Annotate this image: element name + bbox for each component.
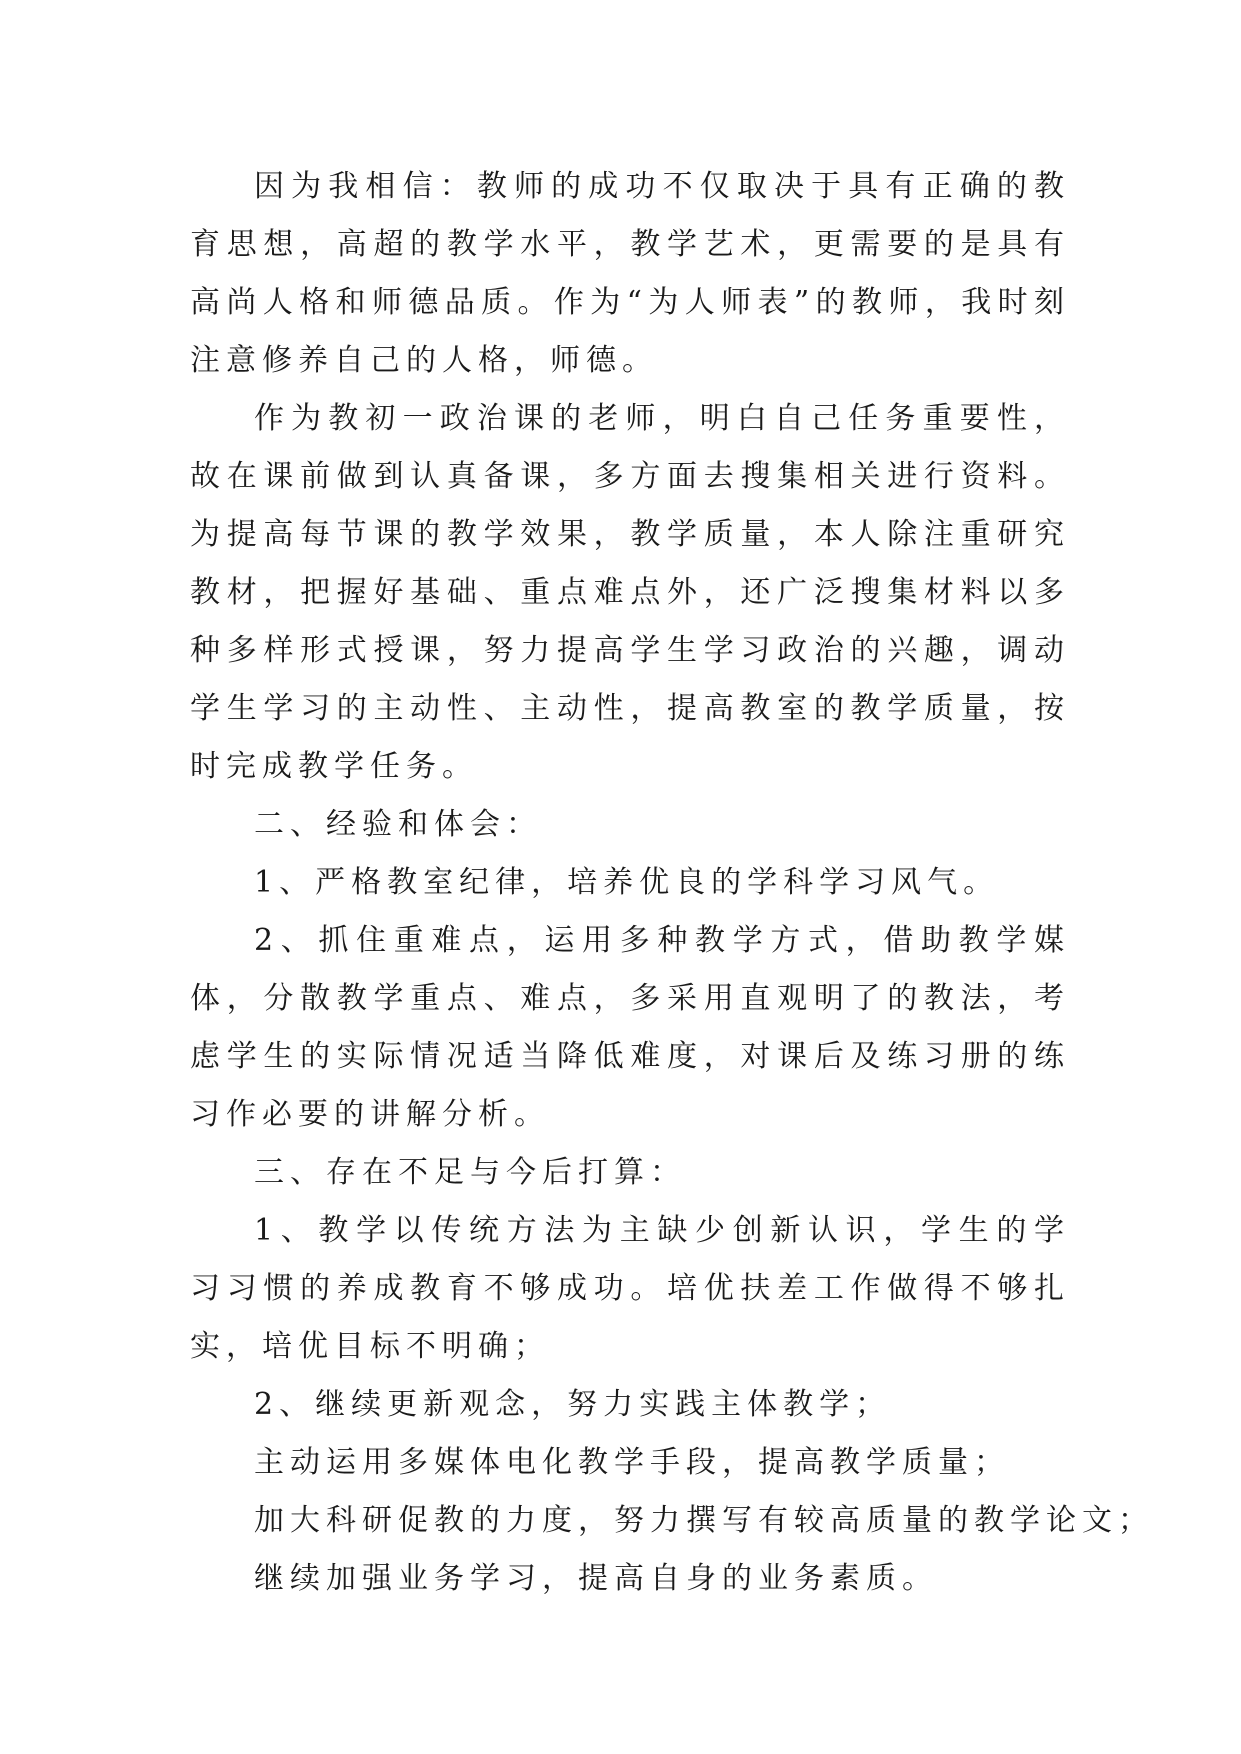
plan-line-study: 继续加强业务学习，提高自身的业务素质。 xyxy=(254,1561,938,1596)
shortcoming-item-1: 1、教学以传统方法为主缺少创新认识，学生的学习习惯的养成教育不够成功。培优扶差工作做得不够扎实，培优目标不明确； xyxy=(190,1213,1070,1364)
heading-experience: 二、经验和体会： xyxy=(254,807,542,842)
experience-item-2: 2、抓住重难点，运用多种教学方式，借助教学媒体，分散教学重点、难点，多采用直观明了的教法，考虑学生的实际情况适当降低难度，对课后及练习册的练习作必要的讲解分析。 xyxy=(190,923,1070,1132)
experience-item-1: 1、严格教室纪律，培养优良的学科学习风气。 xyxy=(254,865,1000,900)
plan-line-multimedia: 主动运用多媒体电化教学手段，提高教学质量； xyxy=(254,1445,1010,1480)
heading-shortcomings: 三、存在不足与今后打算： xyxy=(254,1155,686,1190)
plan-item-2: 2、继续更新观念，努力实践主体教学； xyxy=(254,1387,892,1422)
document-body xyxy=(190,158,1154,1608)
paragraph-politics-teaching: 作为教初一政治课的老师，明白自己任务重要性，故在课前做到认真备课，多方面去搜集相关进行资料。为提高每节课的教学效果，教学质量，本人除注重研究教材，把握好基础、重点难点外，还广泛搜集材料以多种多样形式授课，努力提高学生学习政治的兴趣，调动学生学习的主动性、主动性，提高教室的教学质量，按时完成教学任务。 xyxy=(190,401,1070,784)
plan-line-research: 加大科研促教的力度，努力撰写有较高质量的教学论文； xyxy=(254,1503,1154,1538)
paragraph-teacher-success: 因为我相信：教师的成功不仅取决于具有正确的教育思想，高超的教学水平，教学艺术，更需要的是具有高尚人格和师德品质。作为“为人师表”的教师，我时刻注意修养自己的人格，师德。 xyxy=(190,169,1070,378)
